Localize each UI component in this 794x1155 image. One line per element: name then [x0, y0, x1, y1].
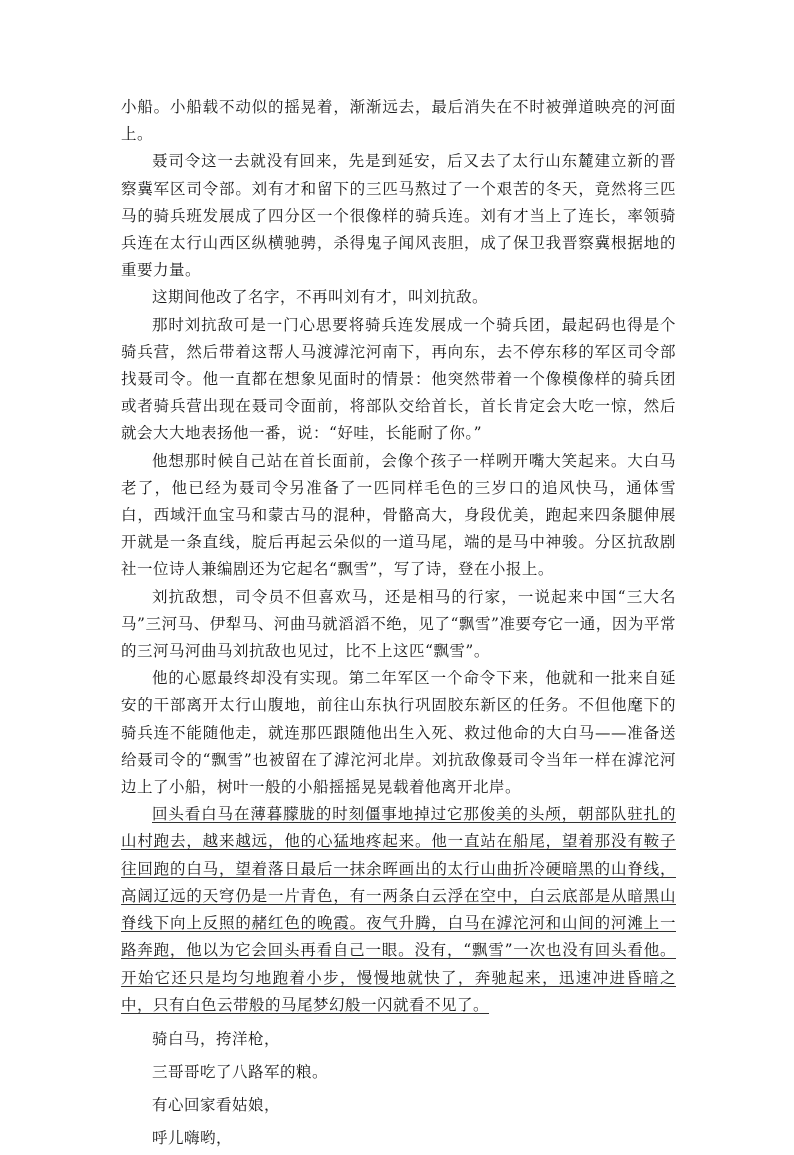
- poem-line-1: 骑白马，挎洋枪，: [152, 1029, 281, 1048]
- poem-line-3: 有心回家看姑娘，: [152, 1095, 281, 1114]
- paragraph-5: 他想那时候自己站在首长面前，会像个孩子一样咧开嘴大笑起来。大白马老了，他已经为聂司令另准备了一匹同样毛色的三岁口的追风快马，通体雪白，西域汗血宝马和蒙古马的混种，骨骼高大，身段优美，跑起来四条腿伸展开就是一条直线，腚后再起云朵似的一道马尾，端的是马中神骏。分区抗敌剧社一位诗人兼编剧还为它起名“飘雪”，写了诗，登在小报上。: [121, 451, 676, 579]
- paragraph-4: 那时刘抗敌可是一门心思要将骑兵连发展成一个骑兵团，最起码也得是个骑兵营，然后带着这帮人马渡滹沱河南下，再向东，去不停东移的军区司令部找聂司令。他一直都在想象见面时的情景：他突然带着一个像模像样的骑兵团或者骑兵营出现在聂司令面前，将部队交给首长，首长肯定会大吃一惊，然后就会大大地表扬他一番，说：“好哇，长能耐了你。”: [121, 315, 676, 443]
- underlined-paragraph: 回头看白马在薄暮朦胧的时刻僵事地掉过它那俊美的头颅，朝部队驻扎的山村跑去，越来越远，他的心猛地疼起来。他一直站在船尾，望着那没有鞍子往回跑的白马，望着落日最后一抹余晖画出的太行山曲折冷硬暗黑的山脊线，高阔辽远的天穹仍是一片青色，有一两条白云浮在空中，白云底部是从暗黑山脊线下向上反照的赭红色的晚霞。夜气升腾，白马在滹沱河和山间的河滩上一路奔跑，他以为它会回头再看自己一眼。没有，“飘雪”一次也没有回头看他。开始它还只是均匀地跑着小步，慢慢地就快了，奔驰起来，迅速冲进昏暗之中，只有白色云带般的马尾梦幻般一闪就看不见了。: [121, 805, 676, 1014]
- poem-line-4: 呼儿嗨哟，: [152, 1128, 233, 1147]
- paragraph-7: 他的心愿最终却没有实现。第二年军区一个命令下来，他就和一批来自延安的干部离开太行山腹地，前往山东执行巩固胶东新区的任务。不但他麾下的骑兵连不能随他走，就连那匹跟随他出生入死、救过他命的大白马——准备送给聂司令的“飘雪”也被留在了滹沱河北岸。刘抗敌像聂司令当年一样在滹沱河边上了小船，树叶一般的小船摇摇晃晃载着他离开北岸。: [121, 669, 676, 797]
- paragraph-1: 小船。小船载不动似的摇晃着，渐渐远去，最后消失在不时被弹道映亮的河面上。: [121, 98, 676, 144]
- poem-line-2: 三哥哥吃了八路军的粮。: [152, 1062, 329, 1081]
- paragraph-2: 聂司令这一去就没有回来，先是到延安，后又去了太行山东麓建立新的晋察冀军区司令部。刘有才和留下的三匹马熬过了一个艰苦的冬天，竟然将三匹马的骑兵班发展成了四分区一个很像样的骑兵连。刘有才当上了连长，率领骑兵连在太行山西区纵横驰骋，杀得鬼子闻风丧胆，成了保卫我晋察冀根据地的重要力量。: [121, 152, 676, 280]
- paragraph-6: 刘抗敌想，司令员不但喜欢马，还是相马的行家，一说起来中国“三大名马”三河马、伊犁马、河曲马就滔滔不绝，见了“飘雪”准要夸它一通，因为平常的三河马河曲马刘抗敌也见过，比不上这匹“飘雪”。: [121, 587, 676, 661]
- paragraph-3: 这期间他改了名字，不再叫刘有才，叫刘抗敌。: [152, 288, 489, 307]
- folk-song-verse: [121, 1023, 676, 1155]
- document-body: [121, 94, 676, 1155]
